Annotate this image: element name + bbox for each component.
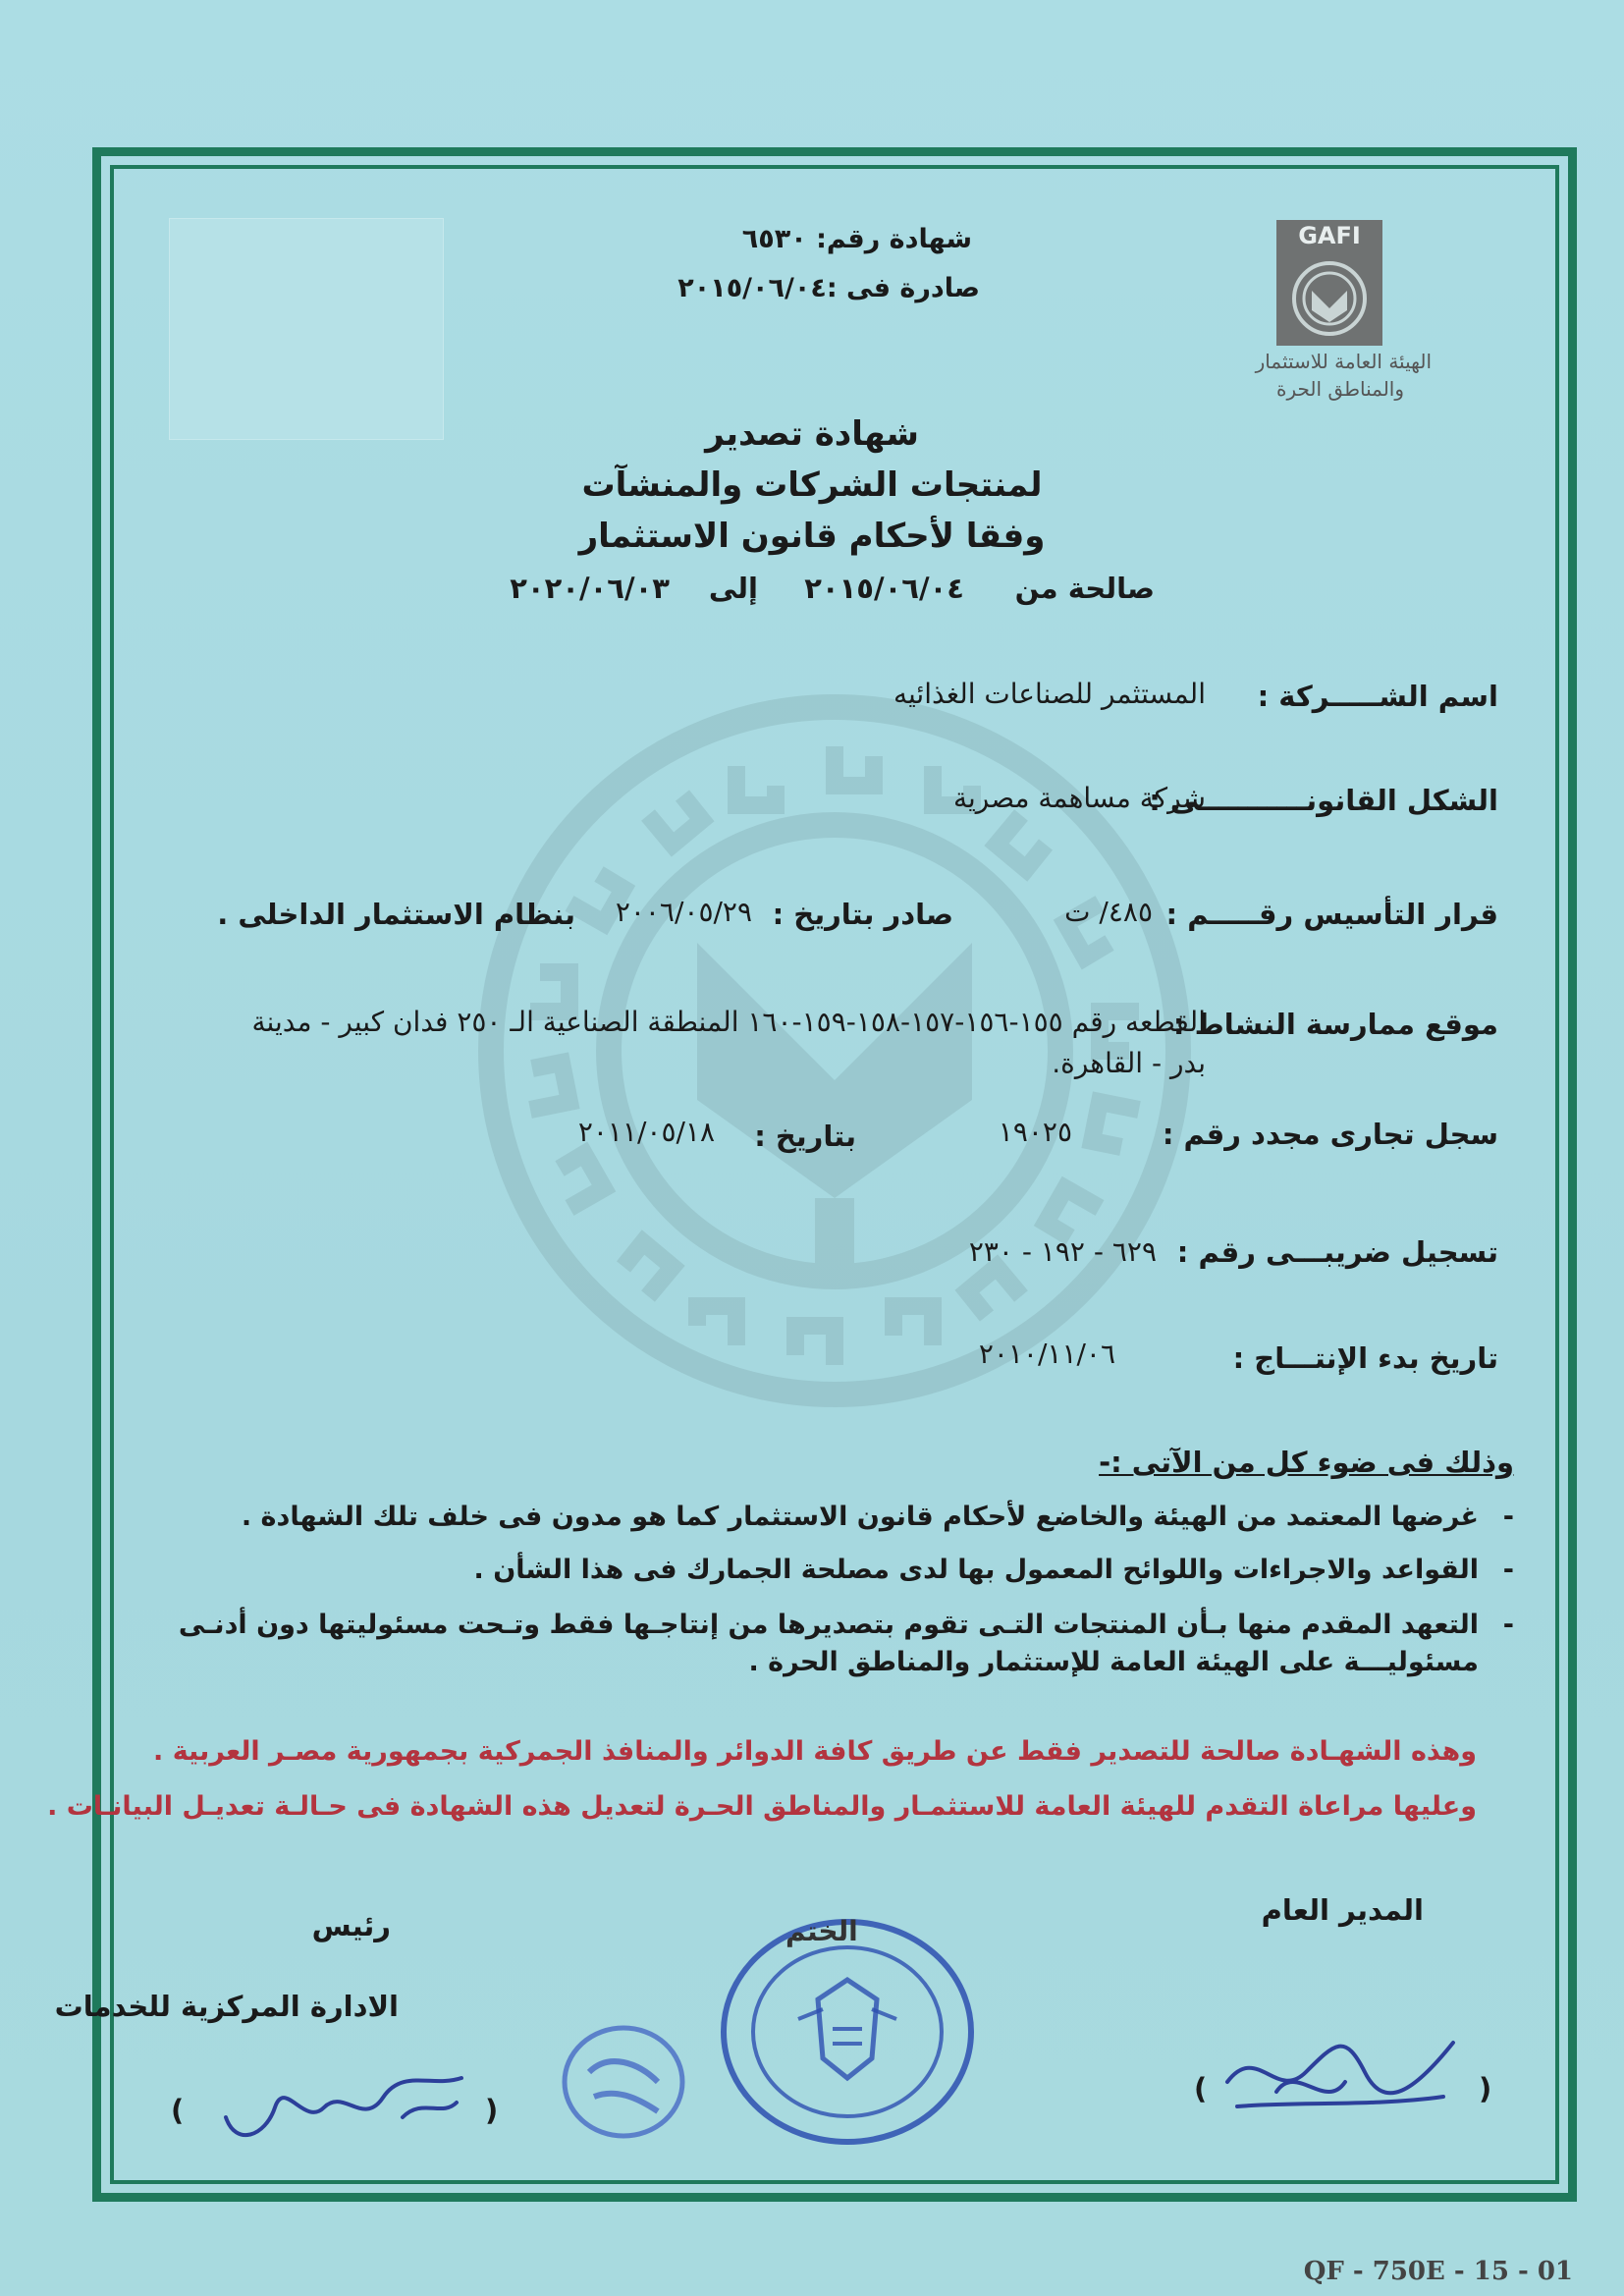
- conditions-heading: وذلك فى ضوء كل من الآتى :-: [1099, 1446, 1514, 1479]
- company-name-value: المستثمر للصناعات الغذائيه: [893, 678, 1206, 710]
- form-code: QF - 750E - 15 - 01: [1303, 2257, 1573, 2286]
- bullet-dash: -: [1502, 1555, 1514, 1585]
- bullet-dash: -: [1502, 1610, 1514, 1640]
- commercial-register-date-label: بتاريخ :: [754, 1120, 856, 1153]
- issue-date: صادرة فى :٢٠١٥/٠٦/٠٤: [677, 273, 980, 303]
- tax-registration-label: تسجيل ضريبـــى رقم :: [1176, 1235, 1498, 1269]
- condition-item-1: [94, 1499, 1514, 1536]
- head-department: الادارة المركزية للخدمات: [54, 1990, 399, 2023]
- location-line1: القطعه رقم ١٥٥-١٥٦-١٥٧-١٥٨-١٥٩-١٦٠ المنطقة الصناعية الـ ٢٥٠ فدان كبير - مدينة: [251, 1006, 1206, 1038]
- general-manager-title: المدير العام: [1261, 1893, 1424, 1927]
- title-line1: شهادة تصدير: [705, 414, 919, 454]
- title-line3: وفقا لأحكام قانون الاستثمار: [578, 517, 1046, 556]
- notice-line2: وعليها مراعاة التقدم للهيئة العامة للاستثمـار والمناطق الحـرة لتعديل هذه الشهادة فى حـالـة تعديـل البيانـات .: [47, 1791, 1477, 1822]
- establishment-label: قرار التأسيس رقـــــم :: [1165, 898, 1498, 931]
- establishment-date-label: صادر بتاريخ :: [772, 898, 953, 931]
- condition-text-3: التعهد المقدم منها بـأن المنتجات التـى تقوم بتصديرها من إنتاجـها فقط وتـحت مسئوليتها دون أدنـى مسئوليـــة على الهيئة العامة للإستثمار والمناطق الحرة .: [178, 1610, 1479, 1677]
- validity-to: ٢٠٢٠/٠٦/٠٣: [510, 572, 670, 605]
- gm-paren-close: ): [1479, 2072, 1492, 2105]
- gm-paren-open: (: [1194, 2072, 1208, 2105]
- validity-to-label: إلى: [708, 572, 758, 605]
- production-start-label: تاريخ بدء الإنتـــاج :: [1232, 1341, 1498, 1375]
- head-paren-close: ): [485, 2094, 499, 2127]
- establishment-date: ٢٠٠٦/٠٥/٢٩: [615, 896, 752, 928]
- photo-placeholder: [169, 218, 444, 440]
- commercial-register-number: ١٩٠٢٥: [998, 1116, 1072, 1148]
- commercial-register-label: سجل تجارى مجدد رقم :: [1162, 1118, 1498, 1151]
- production-start-value: ٢٠١٠/١١/٠٦: [978, 1338, 1115, 1370]
- seal-label: الختم: [785, 1915, 858, 1947]
- condition-item-3: [94, 1607, 1514, 1681]
- condition-item-2: [94, 1552, 1514, 1589]
- title-line2: لمنتجات الشركات والمنشآت: [581, 465, 1043, 505]
- company-name-label: اسم الشـــــركة :: [1257, 680, 1498, 713]
- validity-from: ٢٠١٥/٠٦/٠٤: [804, 572, 964, 605]
- gafi-logo-line1: الهيئة العامة للاستثمار: [1255, 350, 1432, 373]
- general-manager-signature-icon: [1218, 2013, 1473, 2121]
- gafi-logo: [1276, 220, 1382, 346]
- head-paren-open: (: [171, 2094, 185, 2127]
- legal-form-value: شركة مساهمة مصرية: [952, 782, 1206, 814]
- condition-text-2: القواعد والاجراءات واللوائح المعمول بها لدى مصلحة الجمارك فى هذا الشأن .: [473, 1555, 1479, 1585]
- gafi-logo-line2: والمناطق الحرة: [1275, 377, 1404, 401]
- location-label: موقع ممارسة النشاط :: [1172, 1008, 1498, 1041]
- establishment-system: بنظام الاستثمار الداخلى .: [217, 898, 575, 931]
- location-line2: بدر - القاهرة.: [1052, 1047, 1206, 1079]
- gafi-logo-mark: GAFI: [1298, 222, 1361, 249]
- validity-label: صالحة من: [1014, 572, 1155, 605]
- bullet-dash: -: [1502, 1502, 1514, 1532]
- notice-line1: وهذه الشهـادة صالحة للتصدير فقط عن طريق كافة الدوائر والمنافذ الجمركية بجمهورية مصـر العربية .: [153, 1736, 1477, 1767]
- establishment-number: ٤٨٥/ ت: [1064, 896, 1153, 928]
- commercial-register-date: ٢٠١١/٠٥/١٨: [577, 1116, 715, 1148]
- legal-form-label: الشكل القانونـــــــــــى :: [1149, 784, 1498, 817]
- condition-text-1: غرضها المعتمد من الهيئة والخاضع لأحكام قانون الاستثمار كما هو مدون فى خلف تلك الشهادة .: [241, 1502, 1479, 1532]
- secondary-stamp-icon: [550, 2003, 697, 2151]
- certificate-number: شهادة رقم: ٦٥٣٠: [741, 224, 972, 254]
- gafi-logo-text: [1198, 348, 1432, 403]
- head-title: رئيس: [311, 1909, 391, 1942]
- tax-registration-value: ٦٢٩ - ١٩٢ - ٢٣٠: [968, 1235, 1157, 1268]
- head-signature-icon: [206, 2058, 481, 2153]
